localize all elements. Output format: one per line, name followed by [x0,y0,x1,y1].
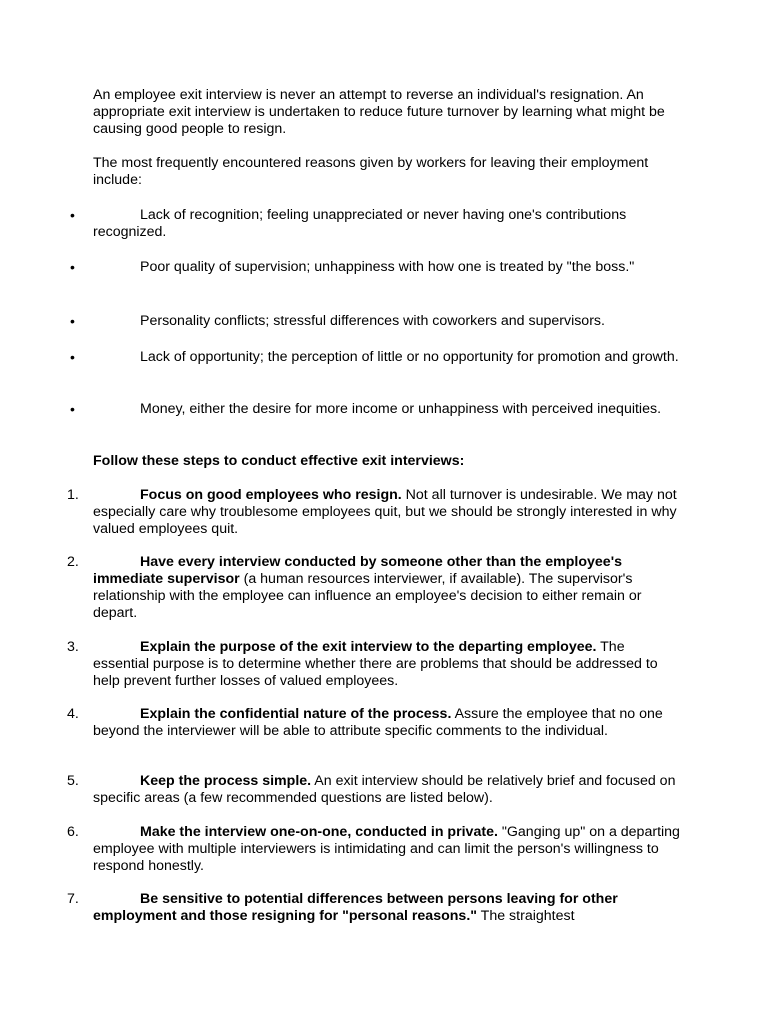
step-title: Be sensitive to potential differences between persons leaving for other employment and those resigning for "personal reasons." [93,891,618,924]
intro-paragraph-1: An employee exit interview is never an attempt to reverse an individual's resignation. An appropriate exit interview is undertaken to reduce future turnover by learning what might be causing good people to resign. [93,87,665,137]
reason-text: Lack of recognition; feeling unappreciated or never having one's contributions recognized. [93,207,627,240]
step-title: Explain the confidential nature of the process. [140,706,452,722]
bullet-icon: • [70,259,75,275]
bullet-icon: • [70,349,75,365]
bullet-icon: • [70,401,75,417]
bullet-icon: • [70,207,75,223]
reason-text: Lack of opportunity; the perception of little or no opportunity for promotion and growth. [140,349,679,365]
step-text: Assure the employee that no one beyond the interviewer will be able to attribute specific comments to the individual. [93,706,663,739]
step-text: "Ganging up" on a departing employee with multiple interviewers is intimidating and can limit the person's willingness to respond honestly. [93,824,680,874]
step-number: 3. [67,639,79,655]
step-number: 4. [67,706,79,722]
step-number: 5. [67,773,79,789]
step-number: 6. [67,824,79,840]
step-title: Explain the purpose of the exit interview to the departing employee. [140,639,597,655]
intro-paragraph-2: The most frequently encountered reasons given by workers for leaving their employment include: [93,155,649,188]
reason-text: Personality conflicts; stressful differences with coworkers and supervisors. [140,313,605,329]
step-title: Have every interview conducted by someone other than the employee's immediate supervisor [93,554,622,587]
step-text: The essential purpose is to determine whether there are problems that should be addressed to help prevent further losses of valued employees. [93,639,658,689]
reason-text: Poor quality of supervision; unhappiness with how one is treated by "the boss." [140,259,635,275]
bullet-icon: • [70,313,75,329]
reason-text: Money, either the desire for more income or unhappiness with perceived inequities. [140,401,662,417]
step-title: Focus on good employees who resign. [140,487,402,503]
step-number: 2. [67,554,79,570]
step-text: An exit interview should be relatively brief and focused on specific areas (a few recommended questions are listed below). [93,773,676,806]
step-number: 7. [67,891,79,907]
step-title: Make the interview one-on-one, conducted in private. [140,824,498,840]
step-title: Keep the process simple. [140,773,312,789]
step-number: 1. [67,487,79,503]
step-text: Not all turnover is undesirable. We may not especially care why troublesome employees quit, but we should be strongly interested in why valued employees quit. [93,487,677,537]
step-text: (a human resources interviewer, if available). The supervisor's relationship with the employee can influence an employee's decision to either remain or depart. [93,571,642,621]
step-text: The straightest [476,908,575,924]
steps-heading: Follow these steps to conduct effective exit interviews: [93,453,465,469]
